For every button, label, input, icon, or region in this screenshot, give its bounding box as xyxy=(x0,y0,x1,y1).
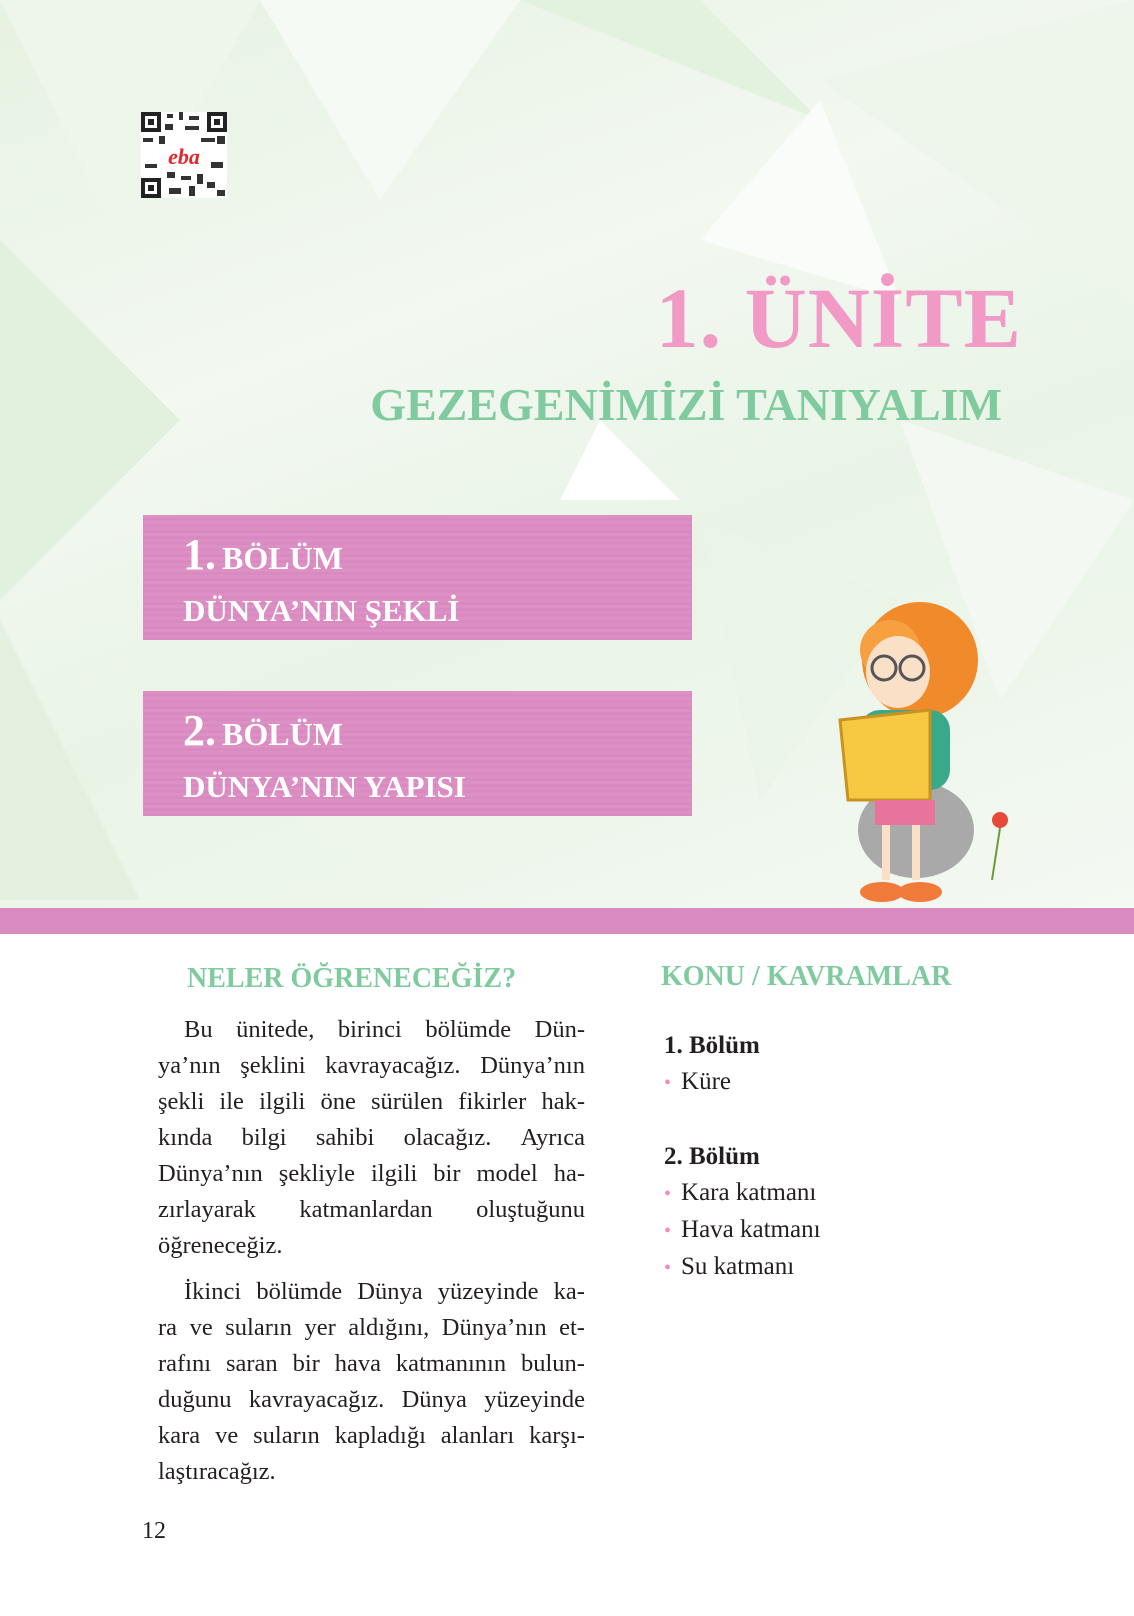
divider-bar xyxy=(0,908,1134,934)
section-name: DÜNYA’NIN YAPISI xyxy=(183,769,466,804)
unit-subtitle: GEZEGENİMİZİ TANIYALIM xyxy=(370,379,1002,430)
concept-group-title: 2. Bölüm xyxy=(664,1143,760,1170)
text-line: ra ve suların yer aldığını, Dünya’nın et- xyxy=(158,1314,585,1341)
text-line: ya’nın şeklini kavrayacağız. Dünya’nın xyxy=(158,1052,585,1079)
concept-item-label: Hava katmanı xyxy=(681,1216,821,1243)
page-number: 12 xyxy=(142,1518,166,1544)
text-line: duğunu kavrayacağız. Dünya yüzeyinde xyxy=(158,1386,585,1413)
text-line: Bu ünitede, birinci bölümde Dün- xyxy=(184,1016,585,1043)
paragraph xyxy=(158,1274,585,1490)
concept-item xyxy=(664,1249,821,1286)
concept-item xyxy=(664,1064,821,1101)
svg-text:eba: eba xyxy=(168,144,200,169)
text-line: rafını saran bir hava katmanının bulun- xyxy=(158,1350,585,1377)
qr-code[interactable] xyxy=(141,112,227,198)
concepts-list xyxy=(664,1028,821,1286)
text-line: öğreneceğiz. xyxy=(158,1232,283,1259)
concept-item-label: Küre xyxy=(681,1068,731,1095)
section-label: BÖLÜM xyxy=(222,716,343,752)
text-line: kara ve suların kapladığı alanları karşı- xyxy=(158,1422,585,1449)
concepts-heading: KONU / KAVRAMLAR xyxy=(661,961,952,992)
learn-heading: NELER ÖĞRENECEĞİZ? xyxy=(187,963,517,994)
text-line: kında bilgi sahibi olacağız. Ayrıca xyxy=(158,1124,585,1151)
paragraph xyxy=(158,1012,585,1264)
concept-group-title: 1. Bölüm xyxy=(664,1032,760,1059)
section-number: 1. xyxy=(183,530,216,579)
unit-title: 1. ÜNİTE xyxy=(655,270,1022,366)
section-box-1 xyxy=(143,515,692,640)
concept-item xyxy=(664,1212,821,1249)
text-line: İkinci bölümde Dünya yüzeyinde ka- xyxy=(184,1278,585,1305)
text-line: Dünya’nın şekliyle ilgili bir model ha- xyxy=(158,1160,585,1187)
girl-reading-illustration xyxy=(820,600,1020,930)
concept-item-label: Su katmanı xyxy=(681,1253,795,1280)
section-box-2 xyxy=(143,691,692,816)
concept-item-label: Kara katmanı xyxy=(681,1179,817,1206)
section-number: 2. xyxy=(183,706,216,755)
concept-item xyxy=(664,1175,821,1212)
text-line: şekli ile ilgili öne sürülen fikirler hak- xyxy=(158,1088,585,1115)
learn-text xyxy=(158,1012,585,1500)
text-line: zırlayarak katmanlardan oluştuğunu xyxy=(158,1196,585,1223)
section-label: BÖLÜM xyxy=(222,540,343,576)
section-name: DÜNYA’NIN ŞEKLİ xyxy=(183,593,460,628)
text-line: laştıracağız. xyxy=(158,1458,276,1485)
